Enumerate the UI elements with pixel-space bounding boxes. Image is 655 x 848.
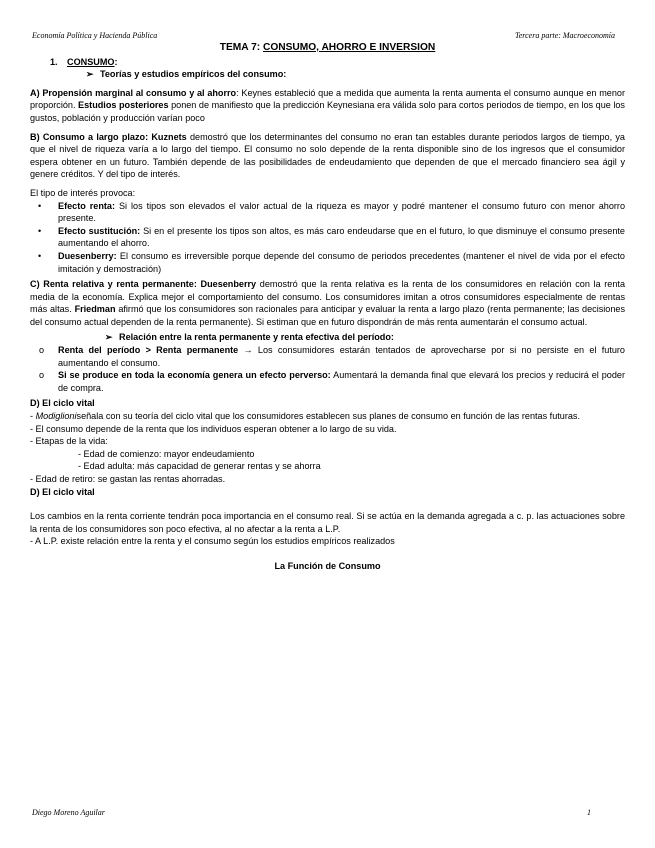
section-label: CONSUMO [67, 56, 115, 67]
section-colon: : [114, 56, 118, 67]
list-item-bold: Efecto sustitución: [58, 225, 141, 236]
paragraph-c-bold: Friedman [74, 304, 116, 315]
section-d-line1-text: señala con su teoría del ciclo vital que los consumidores establecen sus planes de consumo en función de las rentas futuras. [76, 411, 580, 422]
section-d-heading [30, 397, 625, 410]
list-item-text: Si en el presente los tipos son altos, es más caro endeudarse que en el futuro, lo que disminuye el consumo presente aumentando el ahorro. [58, 225, 625, 249]
section-d-line6: - Edad de retiro: se gastan las rentas ahorradas. [30, 474, 226, 484]
title-underlined: CONSUMO, AHORRO E INVERSION [262, 42, 436, 53]
list-item-bold: Renta del período > Renta permanente [58, 345, 239, 356]
header-left: Economía Política y Hacienda Pública [32, 31, 158, 40]
section-d-line3: - Etapas de la vida: [30, 436, 108, 447]
circle-bullet-icon: o [39, 370, 45, 381]
subheading-relacion [105, 331, 625, 344]
list-item [30, 344, 625, 369]
closing-line: - A L.P. existe relación entre la renta y el consumo según los estudios empíricos realizados [30, 536, 395, 547]
dash: - [30, 411, 36, 422]
header-right: Tercera parte: Macroeconomía [515, 31, 615, 40]
list-item-text: → Los consumidores estarán tentados de aprovecharse por si no persiste en el futuro aumentando el consumo. [58, 345, 625, 368]
paragraph-b-text: demostró que los determinantes del consumo no eran tan estables durante periodos largos de tiempo, ya que el nivel de riqueza varía a lo largo del tiempo. El consumo no solo depende de la renta disponible sino de los ingresos que el consumidor espera obtener en un futuro. También depende de las posibilidades de endeudamiento que dependen de que el mercado financiero sea ágil y genere créditos. Y del tipo de interés. [30, 131, 625, 180]
list-item-bold: Efecto renta: [58, 200, 116, 211]
list-item-bold: Si se produce en toda la economía genera un efecto perverso: [58, 370, 331, 381]
subheading-text: Teorías y estudios empíricos del consumo: [100, 69, 287, 80]
list-item-text: El consumo es irreversible porque depende del consumo de periodos precedentes (mantener el nivel de vida por el efecto imitación y demostración) [58, 250, 625, 274]
list-item-text: Si los tipos son elevados el valor actual de la riqueza es mayor y podré mantener el consumo futuro con menor ahorro presente. [58, 200, 625, 224]
title-prefix: TEMA 7: [219, 42, 263, 53]
closing-paragraph: Los cambios en la renta corriente tendrán poca importancia en el consumo real. Si se actúa en la demanda agregada a c. p. las actuaciones sobre la renta de los consumidores son poco efectiva, al no afectar a la renta a L.P. [30, 511, 625, 534]
page-title [30, 42, 625, 55]
paragraph-a [30, 87, 625, 125]
list-item [30, 369, 625, 394]
list-item [30, 200, 625, 225]
bullet-icon: • [38, 225, 42, 236]
document-body [30, 42, 625, 573]
page-number: 1 [587, 808, 591, 817]
list-item [30, 250, 625, 275]
section-d-line5: - Edad adulta: más capacidad de generar rentas y se ahorra [78, 461, 321, 472]
paragraph-c-text2: afirmó que los consumidores son racionales para anticipar y evaluar la renta a largo plazo (renta permanente; las decisiones del consumo actual dependen de la renta permanente). Si estiman que en futuro dispondrán de más renta aumentarán el consumo actual. [30, 304, 626, 327]
interes-intro: El tipo de interés provoca: [30, 187, 136, 198]
section-number: 1. [50, 56, 58, 67]
section-d-heading-text: D) El ciclo vital [30, 398, 95, 409]
paragraph-c [30, 278, 625, 328]
section-d-line4: - Edad de comienzo: mayor endeudamiento [78, 448, 255, 459]
author-name: Modiglioni [35, 411, 77, 422]
interes-list [30, 200, 625, 276]
section-heading-consumo [50, 56, 625, 69]
list-item [30, 225, 625, 250]
section-d-line2: - El consumo depende de la renta que los individuos esperan obtener a lo largo de su vida. [30, 423, 397, 434]
subheading-teorias [86, 68, 625, 81]
section-d-heading2 [30, 486, 625, 499]
paragraph-b-bold: Kuznets [151, 131, 187, 142]
paragraph-b [30, 131, 625, 181]
funcion-consumo-title: La Función de Consumo [274, 560, 381, 571]
subheading-text: Relación entre la renta permanente y renta efectiva del período: [119, 332, 394, 343]
paragraph-b-lead: B) Consumo a largo plazo: [30, 131, 149, 142]
paragraph-c-text: demostró que la renta relativa es la renta de los consumidores en relación con la renta media de la economía. Explica mejor el comportamiento del consumo. Los consumidores imitan a otros consumidores especialmente de rentas más altas. [30, 279, 626, 315]
circle-bullet-icon: o [39, 345, 45, 356]
relacion-list [30, 344, 625, 394]
paragraph-a-text2: ponen de manifiesto que la predicción Keynesiana era válida solo para cortos periodos de tiempo, en los que los gustos, población y producción varían poco [30, 100, 625, 123]
paragraph-a-lead: A) Propensión marginal al consumo y al ahorro [30, 87, 237, 98]
arrow-bullet-icon: ➢ [86, 69, 94, 80]
bullet-icon: • [38, 250, 42, 261]
paragraph-c-lead: C) Renta relativa y renta permanente: Duesenberry [30, 279, 257, 290]
list-item-text: Aumentará la demanda final que elevará los precios y reducirá el poder de compra. [58, 370, 626, 393]
arrow-bullet-icon: ➢ [105, 332, 113, 343]
section-d-heading2-text: D) El ciclo vital [30, 486, 95, 497]
paragraph-a-bold: Estudios posteriores [78, 100, 169, 111]
bullet-icon: • [38, 200, 42, 211]
footer-author: Diego Moreno Aguilar [32, 808, 105, 817]
list-item-bold: Duesenberry: [58, 250, 117, 261]
section-d-line1 [30, 410, 625, 423]
paragraph-a-text: : Keynes estableció que a medida que aumenta la renta aumenta el consumo aunque en menor proporción. [30, 87, 625, 111]
